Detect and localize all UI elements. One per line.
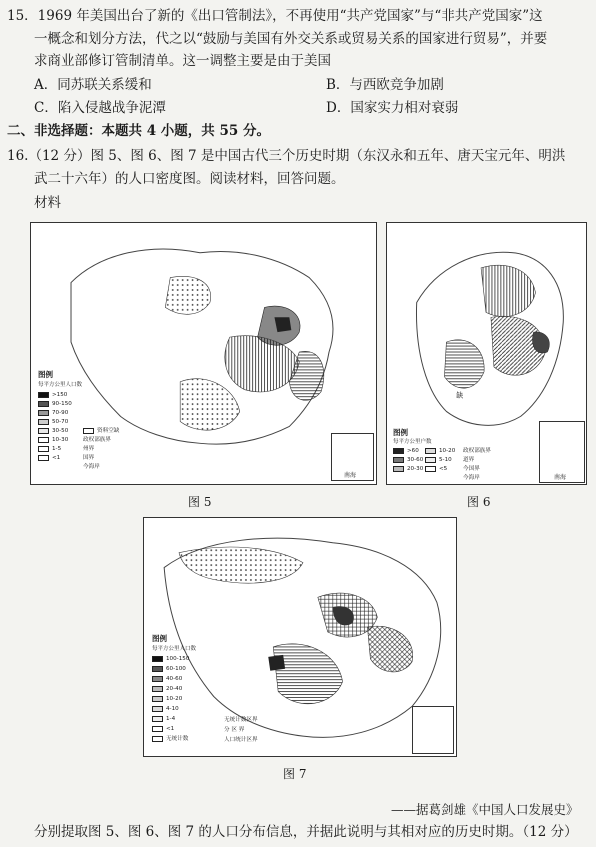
fig5-legend-line-4: 国界 — [83, 455, 95, 461]
fig7-legend-item-2: 60-100 — [152, 665, 186, 673]
fig7-legend-item-3: 40-60 — [152, 675, 182, 683]
fig5-legend-title: 图例 — [38, 370, 53, 379]
fig6-legend-item-5: 5-10 — [425, 456, 452, 464]
figure-6-caption: 图 6 — [467, 495, 491, 509]
fig7-legend-item-9: 无统计数 — [152, 735, 188, 743]
fig6-legend-item-1: >60 — [393, 447, 419, 455]
fig5-legend-line-5: 今海岸 — [83, 464, 100, 470]
fig5-legend-item-5: 30-50 — [38, 427, 68, 435]
fig7-legend-line-1: 无统计数区界 — [224, 717, 258, 723]
fig7-legend-item-5: 10-20 — [152, 695, 182, 703]
q16-source: ——据葛剑雄《中国人口发展史》 — [391, 802, 579, 817]
fig6-legend-title: 图例 — [393, 428, 408, 437]
figure-5-caption: 图 5 — [188, 495, 212, 509]
q15-stem-line2: 一概念和划分方法，代之以“鼓励与美国有外交关系或贸易关系的国家进行贸易”，并要 — [34, 31, 548, 47]
q15-option-b[interactable]: B．与西欧竞争加剧 — [326, 77, 444, 93]
q16-question: 分别提取图 5、图 6、图 7 的人口分布信息，并据此说明与其相对应的历史时期。（12 分） — [34, 824, 578, 840]
fig6-legend-line-4: 今海岸 — [463, 475, 480, 481]
fig5-legend-item-1: >150 — [38, 391, 67, 399]
fig5-legend-item-3: 70-90 — [38, 409, 68, 417]
fig7-south-sea-inset — [412, 706, 454, 754]
fig6-legend-item-6: <5 — [425, 465, 447, 473]
fig6-legend-item-2: 30-60 — [393, 456, 423, 464]
fig7-legend-item-4: 20-40 — [152, 685, 182, 693]
fig5-legend-item-2: 90-150 — [38, 400, 72, 408]
q16-material-label: 材料 — [34, 195, 61, 211]
fig6-legend-line-1: 政权部族界 — [463, 448, 491, 454]
fig7-region-east — [367, 626, 412, 672]
fig6-south-sea-inset — [539, 421, 585, 483]
fig7-legend-item-8: <1 — [152, 725, 174, 733]
section-2-header: 二、非选择题：本题共 4 小题，共 55 分。 — [7, 123, 270, 139]
fig5-region-northwest — [165, 276, 210, 314]
figure-7-caption: 图 7 — [283, 767, 307, 781]
fig7-legend-item-7: 1-4 — [152, 715, 175, 723]
q15-stem-line1: 15．1969 年美国出台了新的《出口管制法》，不再使用“共产党国家”与“非共产党国家”这 — [7, 8, 543, 24]
fig7-legend-item-6: 4-10 — [152, 705, 179, 713]
fig7-region-south — [273, 644, 342, 704]
q15-option-a[interactable]: A．同苏联关系缓和 — [34, 77, 152, 93]
fig5-inset-label: 南海 — [344, 472, 357, 479]
fig7-legend-item-1: 100-150 — [152, 655, 189, 663]
figure-6-map — [386, 222, 587, 485]
figure-5-map — [30, 222, 377, 485]
fig6-map-label-que: 缺 — [456, 391, 464, 400]
q15-option-d[interactable]: D．国家实力相对衰弱 — [326, 100, 459, 116]
fig5-legend-item-4: 50-70 — [38, 418, 68, 426]
fig6-legend-line-2: 道界 — [463, 457, 475, 463]
fig7-region-north — [179, 547, 303, 583]
fig7-legend-line-3: 人口统计区界 — [224, 737, 258, 743]
fig7-legend-unit: 每平方公里人口数 — [152, 646, 197, 652]
fig5-region-south — [180, 379, 240, 430]
fig5-legend-item-6: 10-30 — [38, 436, 68, 444]
fig6-region-north — [481, 265, 535, 316]
fig5-legend-item-8: <1 — [38, 454, 60, 462]
q16-stem-line2: 武二十六年）的人口密度图。阅读材料，回答问题。 — [34, 171, 345, 187]
fig5-legend-unit: 每平方公里人口数 — [38, 382, 83, 388]
q15-stem-line3: 求商业部修订管制清单。这一调整主要是由于美国 — [34, 53, 331, 69]
fig5-legend-item-7: 1-5 — [38, 445, 61, 453]
q16-stem-line1: 16.（12 分）图 5、图 6、图 7 是中国古代三个历史时期（东汉永和五年、唐天宝元年、明洪 — [7, 148, 566, 164]
fig6-region-west — [444, 340, 484, 388]
fig7-legend-line-2: 分 区 界 — [224, 727, 245, 733]
fig5-legend-line-2: 政权部族界 — [83, 437, 111, 443]
fig6-inset-label: 南海 — [554, 474, 567, 481]
fig6-legend-item-4: 10-20 — [425, 447, 455, 455]
fig6-legend-line-3: 今国界 — [463, 466, 480, 472]
fig5-legend-line-1: 资料空缺 — [83, 427, 119, 435]
fig5-region-central — [225, 336, 299, 392]
fig6-legend-item-3: 20-30 — [393, 465, 423, 473]
figure-7-map — [143, 517, 457, 757]
fig5-south-sea-inset — [331, 433, 374, 481]
fig7-legend-title: 图例 — [152, 634, 167, 643]
fig5-legend-line-3: 州界 — [83, 446, 95, 452]
figure-7-map-drawing — [144, 518, 456, 756]
fig7-region-west-dense — [268, 655, 285, 671]
q15-option-c[interactable]: C．陷入侵越战争泥潭 — [34, 100, 166, 116]
fig6-legend-unit: 每平方公里户数 — [393, 439, 432, 445]
